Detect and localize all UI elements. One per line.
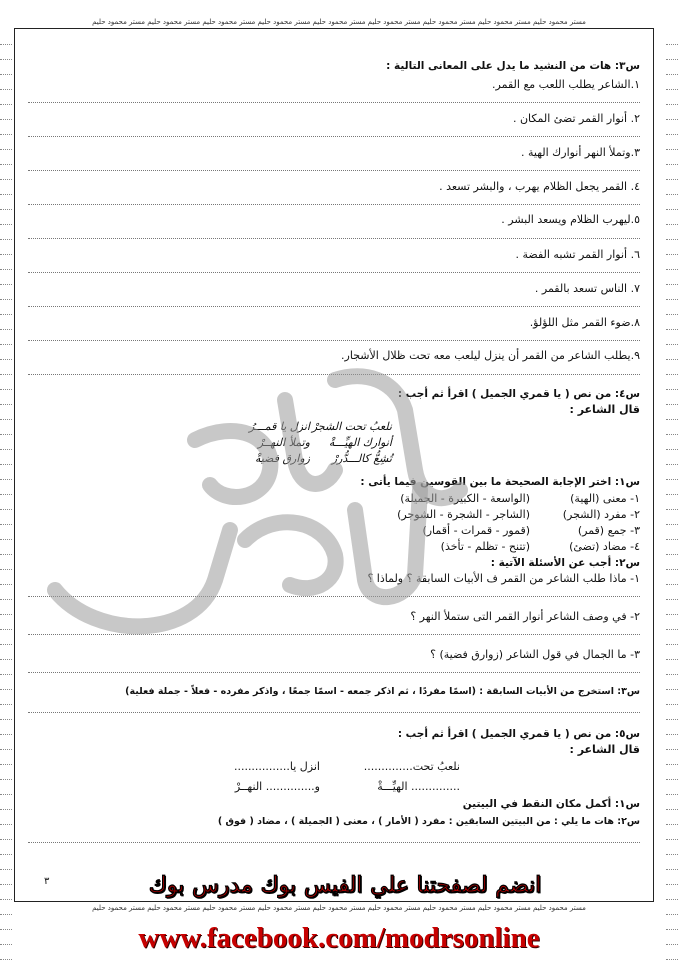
answer-line: [28, 238, 640, 239]
border-segment: [666, 780, 678, 795]
border-segment: [666, 255, 678, 270]
border-segment: [666, 765, 678, 780]
q5-sub2: س٢: هات ما يلي : من البيتين السابقين : مفرد ( الأمار ) ، معنى ( الجميلة ) ، مضاد ( فوق ): [217, 816, 640, 827]
border-segment: [0, 690, 12, 705]
border-segment: [666, 345, 678, 360]
choice-options: (الشاجر - الشجرة - الشوجر): [397, 508, 530, 521]
border-segment: [666, 240, 678, 255]
border-segment: [666, 120, 678, 135]
answer-line: [28, 340, 640, 341]
border-segment: [666, 390, 678, 405]
border-segment: [666, 855, 678, 870]
border-segment: [0, 420, 12, 435]
border-segment: [666, 480, 678, 495]
border-segment: [666, 315, 678, 330]
border-segment: [0, 870, 12, 885]
border-segment: [0, 540, 12, 555]
answer-line: [28, 712, 640, 713]
q3-item: ٩.يطلب الشاعر من القمر أن ينزل ليلعب معه تحت ظلال الأشجار.: [341, 349, 640, 362]
q3-item: ٧. الناس تسعد بالقمر .: [534, 282, 640, 295]
border-segment: [0, 615, 12, 630]
border-segment: [666, 180, 678, 195]
border-segment: [0, 345, 12, 360]
q4-sub2-heading: س٢: أجب عن الأسئلة الآتية :: [490, 557, 640, 569]
bottom-border-text: مستر محمود حليم مستر محمود حليم مستر محمود حليم مستر محمود حليم مستر محمود حليم مستر محمود حليم مستر محمود حليم مستر محمود حليم مستر محمود حليم: [92, 904, 586, 912]
border-segment: [666, 75, 678, 90]
promo-banner: انضم لصفحتنا علي الفيس بوك مدرس بوك: [148, 872, 542, 898]
q4-sub3: س٣: استخرج من الأبيات السابقة : (اسمًا مفردًا ، ثم اذكر جمعه - اسمًا جمعًا ، واذكر مفرده - فعلاً - جملة فعلية): [125, 686, 640, 697]
border-segment: [666, 285, 678, 300]
border-segment: [0, 60, 12, 75]
border-segment: [666, 210, 678, 225]
border-segment: [0, 180, 12, 195]
border-segment: [0, 660, 12, 675]
border-segment: [0, 390, 12, 405]
border-segment: [666, 870, 678, 885]
border-segment: [666, 30, 678, 45]
poem-verse-b: تُشِعُّ كالـــدُّررْ: [331, 452, 392, 465]
border-segment: [0, 270, 12, 285]
q3-item: ٥.ليهرب الظلام ويسعد البشر .: [501, 213, 640, 226]
border-segment: [0, 675, 12, 690]
border-segment: [666, 165, 678, 180]
border-segment: [666, 570, 678, 585]
border-segment: [0, 90, 12, 105]
q4-sub1-heading: س١: اختر الإجابة الصحيحة ما بين القوسين فيما يأتى :: [360, 476, 640, 488]
q4-heading: س٤: من نص ( يا قمري الجميل ) اقرأ ثم أجب :: [397, 388, 640, 400]
poem-verse-a: انزل يا قمـــرُ: [249, 420, 310, 433]
border-segment: [0, 210, 12, 225]
answer-line: [28, 842, 640, 843]
choice-options: (تتنح - تظلم - تأخذ): [440, 540, 530, 553]
border-segment: [0, 30, 12, 45]
border-segment: [666, 525, 678, 540]
border-segment: [666, 135, 678, 150]
border-segment: [0, 240, 12, 255]
border-segment: [666, 540, 678, 555]
q5-sub1: س١: أكمل مكان النقط في البيتين: [462, 798, 640, 810]
border-segment: [0, 780, 12, 795]
border-segment: [0, 135, 12, 150]
q3-item: ٦. أنوار القمر تشبه الفضة .: [515, 248, 640, 261]
border-segment: [0, 285, 12, 300]
border-segment: [0, 555, 12, 570]
answer-line: [28, 596, 640, 597]
border-segment: [666, 600, 678, 615]
left-border-strip: [0, 30, 12, 900]
border-segment: [666, 495, 678, 510]
border-segment: [0, 330, 12, 345]
q4-question: ١- ماذا طلب الشاعر من القمر ف الأبيات السابقة ؟ ولماذا ؟: [367, 572, 640, 585]
border-segment: [666, 555, 678, 570]
q3-item: ١.الشاعر يطلب اللعب مع القمر.: [492, 78, 640, 91]
border-segment: [666, 435, 678, 450]
border-segment: [0, 465, 12, 480]
poem-blank-a: و.............. النهــرْ: [234, 780, 320, 793]
border-segment: [0, 360, 12, 375]
border-segment: [666, 300, 678, 315]
q4-intro: قال الشاعر :: [569, 403, 640, 416]
border-segment: [0, 765, 12, 780]
border-segment: [666, 105, 678, 120]
answer-line: [28, 374, 640, 375]
border-segment: [0, 255, 12, 270]
border-segment: [666, 720, 678, 735]
border-segment: [666, 810, 678, 825]
border-segment: [666, 660, 678, 675]
border-segment: [0, 630, 12, 645]
answer-line: [28, 672, 640, 673]
choice-question: ١- معنى (الهية): [570, 492, 640, 505]
border-segment: [0, 480, 12, 495]
border-segment: [0, 435, 12, 450]
border-segment: [0, 885, 12, 900]
border-segment: [0, 75, 12, 90]
border-segment: [666, 465, 678, 480]
border-segment: [666, 270, 678, 285]
border-segment: [666, 360, 678, 375]
border-segment: [666, 690, 678, 705]
q3-heading: س٣: هات من النشيد ما يدل على المعانى التالية :: [386, 60, 640, 72]
border-segment: [666, 735, 678, 750]
border-segment: [666, 330, 678, 345]
border-segment: [0, 495, 12, 510]
poem-blank-b: .............. الهيِّـــةْ: [377, 780, 460, 793]
border-segment: [666, 450, 678, 465]
border-segment: [666, 615, 678, 630]
choice-options: (قمور - قمرات - أقمار): [422, 524, 530, 537]
border-segment: [0, 375, 12, 390]
border-segment: [0, 750, 12, 765]
border-segment: [0, 855, 12, 870]
border-segment: [0, 525, 12, 540]
border-segment: [0, 165, 12, 180]
choice-question: ٣- جمع (قمر): [577, 524, 640, 537]
border-segment: [0, 720, 12, 735]
border-segment: [666, 375, 678, 390]
q3-item: ٣.وتملأ النهر أنوارك الهية .: [521, 146, 640, 159]
border-segment: [0, 810, 12, 825]
border-segment: [0, 195, 12, 210]
q3-item: ٤. القمر يجعل الظلام يهرب ، والبشر تسعد .: [439, 180, 640, 193]
poem-blank-a: انزل يا................: [233, 760, 320, 773]
border-segment: [0, 825, 12, 840]
border-segment: [0, 585, 12, 600]
answer-line: [28, 634, 640, 635]
choice-options: (الواسعة - الكبيرة - الجميلة): [400, 492, 530, 505]
q3-item: ٨.ضوء القمر مثل اللؤلؤ.: [529, 316, 640, 329]
border-segment: [0, 225, 12, 240]
q3-item: ٢. أنوار القمر تضئ المكان .: [512, 112, 640, 125]
border-segment: [0, 120, 12, 135]
top-border-text: مستر محمود حليم مستر محمود حليم مستر محمود حليم مستر محمود حليم مستر محمود حليم مستر محمود حليم مستر محمود حليم مستر محمود حليم مستر محمود حليم: [92, 18, 586, 26]
border-segment: [666, 60, 678, 75]
answer-line: [28, 272, 640, 273]
border-segment: [666, 405, 678, 420]
border-segment: [0, 705, 12, 720]
poem-verse-b: أنوارك الهيِّـــةْ: [328, 436, 392, 449]
border-segment: [666, 795, 678, 810]
border-segment: [0, 900, 12, 915]
border-segment: [666, 225, 678, 240]
border-segment: [0, 795, 12, 810]
border-segment: [0, 105, 12, 120]
poem-verse-b: نلعبُ تحت الشجرْ: [311, 420, 392, 433]
border-segment: [0, 600, 12, 615]
answer-line: [28, 204, 640, 205]
border-segment: [0, 840, 12, 855]
border-segment: [0, 45, 12, 60]
page-number: ٣: [44, 876, 50, 887]
right-border-strip: [666, 30, 678, 900]
border-segment: [666, 150, 678, 165]
poem-verse-a: وتملأ النهــرْ: [257, 436, 310, 449]
border-segment: [666, 675, 678, 690]
border-segment: [0, 450, 12, 465]
border-segment: [666, 885, 678, 900]
border-segment: [666, 420, 678, 435]
choice-question: ٢- مفرد (الشجر): [562, 508, 640, 521]
border-segment: [666, 645, 678, 660]
border-segment: [666, 750, 678, 765]
answer-line: [28, 136, 640, 137]
border-segment: [666, 510, 678, 525]
border-segment: [666, 705, 678, 720]
border-segment: [0, 150, 12, 165]
q5-heading: س٥: من نص ( يا قمري الجميل ) اقرأ ثم أجب :: [397, 728, 640, 740]
border-segment: [0, 570, 12, 585]
border-segment: [0, 645, 12, 660]
border-segment: [666, 900, 678, 915]
q4-question: ٣- ما الجمال في قول الشاعر (زوارق فضية) ؟: [430, 648, 640, 661]
q5-intro: قال الشاعر :: [569, 743, 640, 756]
border-segment: [666, 195, 678, 210]
answer-line: [28, 170, 640, 171]
poem-verse-a: زوارق فضيةْ: [254, 452, 310, 465]
border-segment: [0, 735, 12, 750]
border-segment: [0, 315, 12, 330]
border-segment: [666, 840, 678, 855]
choice-question: ٤- مضاد (تضئ): [569, 540, 640, 553]
border-segment: [666, 585, 678, 600]
border-segment: [0, 300, 12, 315]
border-segment: [0, 405, 12, 420]
facebook-url[interactable]: www.facebook.com/modrsonline: [138, 922, 540, 954]
border-segment: [666, 90, 678, 105]
worksheet-content: [28, 60, 640, 890]
border-segment: [666, 630, 678, 645]
border-segment: [666, 45, 678, 60]
q4-question: ٢- في وصف الشاعر أنوار القمر التى ستملأ النهر ؟: [410, 610, 640, 623]
border-segment: [666, 825, 678, 840]
answer-line: [28, 306, 640, 307]
border-segment: [0, 510, 12, 525]
answer-line: [28, 102, 640, 103]
poem-blank-b: نلعبُ تحت..............: [363, 760, 460, 773]
